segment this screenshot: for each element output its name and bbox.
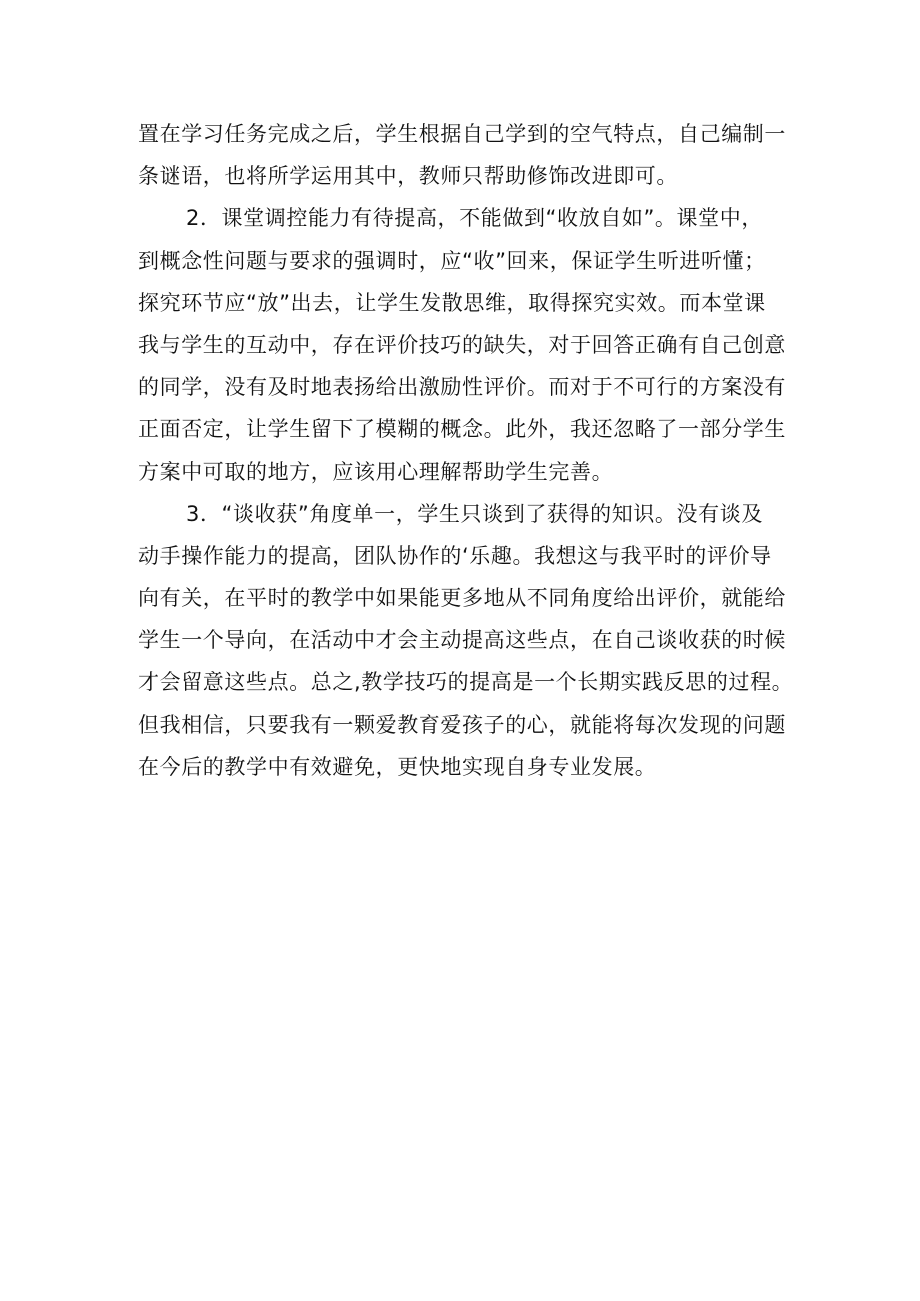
text-line: 正面否定，让学生留下了模糊的概念。此外，我还忽略了一部分学生 [138, 417, 786, 442]
text-line: 置在学习任务完成之后，学生根据自己学到的空气特点，自己编制一 [138, 122, 786, 146]
document-body [138, 113, 794, 788]
text-line: 条谜语，也将所学运用其中，教师只帮助修饰改进即可。 [138, 164, 678, 189]
text-line: 但我相信，只要我有一颗爱教育爱孩子的心，就能将每次发现的问题 [138, 712, 786, 737]
text-line: 动手操作能力的提高，团队协作的‘乐趣。我想这与我平时的评价导 [138, 543, 772, 568]
text-line: 方案中可取的地方，应该用心理解帮助学生完善。 [138, 459, 614, 484]
text-line: 向有关，在平时的教学中如果能更多地从不同角度给出评价，就能给 [138, 586, 786, 611]
text-line: 才会留意这些点。总之,教学技巧的提高是一个长期实践反思的过程。 [138, 670, 794, 695]
text-line: 的同学，没有及时地表扬给出激励性评价。而对于不可行的方案没有 [138, 375, 786, 400]
text-line: 在今后的教学中有效避免，更快地实现自身专业发展。 [138, 754, 657, 779]
text-line: 学生一个导向，在活动中才会主动提高这些点，在自己谈收获的时候 [138, 628, 786, 653]
text-line: 我与学生的互动中，存在评价技巧的缺失，对于回答正确有自己创意 [138, 332, 786, 357]
paragraph-2-first-line: 2．课堂调控能力有待提高，不能做到“收放自如”。课堂中， [186, 206, 763, 231]
paragraph-3-first-line: 3．“谈收获”角度单一，学生只谈到了获得的知识。没有谈及 [186, 501, 763, 526]
text-line: 到概念性问题与要求的强调时，应“收”回来，保证学生听进听懂； [138, 248, 766, 273]
text-line: 探究环节应“放”出去，让学生发散思维，取得探究实效。而本堂课 [138, 290, 766, 315]
